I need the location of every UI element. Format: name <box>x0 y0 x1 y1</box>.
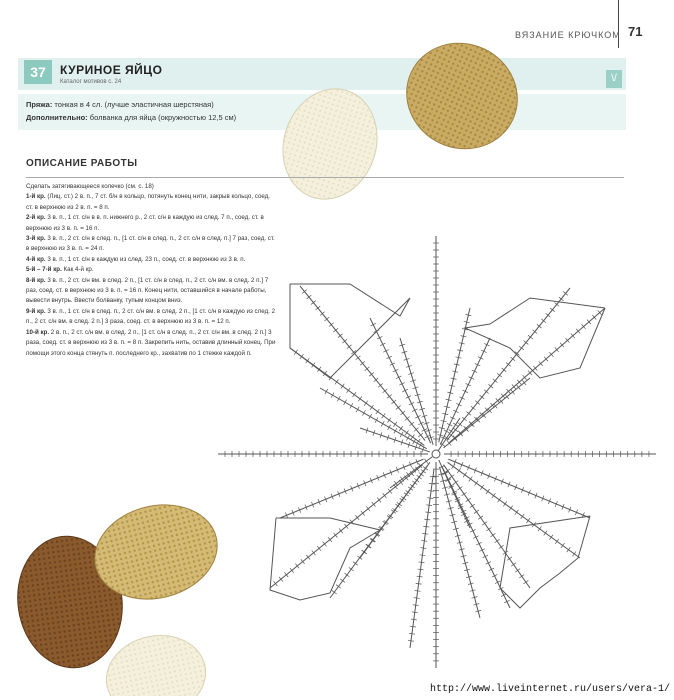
section-mark-icon: \/ <box>606 70 622 88</box>
diagram-stitch <box>426 505 432 506</box>
source-url: http://www.liveinternet.ru/users/vera-1/ <box>430 684 671 695</box>
crochet-diagram <box>210 228 665 678</box>
diagram-stitch <box>364 401 368 406</box>
diagram-stitch <box>352 392 356 397</box>
diagram-stitch <box>358 396 362 401</box>
petal-outline <box>270 518 380 600</box>
diagram-stitch <box>449 430 454 433</box>
diagram-stitch <box>503 501 507 506</box>
diagram-stitch <box>486 489 490 494</box>
diagram-stitch <box>413 605 419 606</box>
diagram-stitch <box>393 422 397 427</box>
diagram-stitch <box>340 579 345 583</box>
diagram-stitch <box>515 569 520 572</box>
diagram-stitch <box>526 518 530 523</box>
diagram-stitch <box>406 435 409 440</box>
diagram-stitch <box>411 435 415 440</box>
diagram-stitch <box>400 432 403 437</box>
diagram-stitch <box>521 514 525 519</box>
step-5: 5-й – 7-й кр. Как 4-й кр. <box>26 266 94 274</box>
diagram-stitch <box>482 522 487 525</box>
diagram-stitch <box>418 569 424 570</box>
section-heading: ОПИСАНИЕ РАБОТЫ <box>26 158 138 169</box>
diagram-stitch <box>462 492 467 495</box>
diagram-stitch <box>544 531 548 536</box>
diagram-stitch <box>350 403 353 408</box>
pattern-title: КУРИНОЕ ЯЙЦО <box>60 63 163 77</box>
diagram-stitch <box>422 533 428 534</box>
diagram-stitch <box>419 443 422 448</box>
diagram-stitch <box>498 497 502 502</box>
diagram-stitch <box>353 562 358 566</box>
diagram-stitch <box>349 567 354 571</box>
diagram-stitch <box>290 348 424 446</box>
diagram-stitch <box>399 426 403 431</box>
diagram-stitch <box>394 481 398 486</box>
diagram-stitch <box>411 619 417 620</box>
diagram-stitch <box>449 475 454 478</box>
diagram-stitch <box>567 547 571 552</box>
diagram-stitch <box>448 459 590 518</box>
diagram-stitch <box>412 612 418 613</box>
petal-outline <box>500 516 590 608</box>
section-title: ВЯЗАНИЕ КРЮЧКОМ <box>515 30 621 40</box>
header-divider <box>618 0 619 48</box>
diagram-stitch <box>341 384 345 389</box>
heading-rule <box>26 177 624 178</box>
diagram-stitch <box>417 576 423 577</box>
diagram-stitch <box>444 378 530 448</box>
diagram-stitch <box>419 562 425 563</box>
diagram-stitch <box>425 512 431 513</box>
step-0: Сделать затягивающееся колечко (см. с. 18) <box>26 183 154 190</box>
diagram-stitch <box>335 379 339 384</box>
extra-text: болванка для яйца (окружностью 12,5 см) <box>89 113 237 122</box>
diagram-stitch <box>369 414 372 419</box>
diagram-stitch <box>480 485 484 490</box>
diagram-stitch <box>463 472 467 477</box>
diagram-stitch <box>345 573 350 577</box>
yarn-line <box>26 100 214 109</box>
diagram-stitch <box>336 585 341 589</box>
diagram-stitch <box>390 457 432 488</box>
diagram-stitch <box>381 421 384 426</box>
diagram-stitch <box>475 481 479 486</box>
step-4: 4-й кр. 3 в. п., 1 ст. с/н в каждую из след. 23 п., соед. ст. в верхнюю из 3 в. п. <box>26 255 246 263</box>
diagram-stitch <box>413 439 416 444</box>
extra-label: Дополнительно: <box>26 113 88 122</box>
diagram-stitch <box>414 598 420 599</box>
diagram-stitch <box>370 405 374 410</box>
step-1: 1-й кр. (Лиц. ст.) 2 в. п., 7 ст. б/н в кольцо, потянуть конец нити, закрыв кольцо, соед. ст. в верхнюю из 2 в. п. = 8 п. <box>26 193 271 211</box>
diagram-stitch <box>408 640 414 641</box>
diagram-stitch <box>420 548 426 549</box>
diagram-stitch <box>416 583 422 584</box>
diagram-stitch <box>478 516 483 519</box>
diagram-stitch <box>382 413 386 418</box>
diagram-stitch <box>453 481 458 484</box>
diagram-stitch <box>439 308 470 442</box>
diagram-stitch <box>515 510 519 515</box>
diagram-stitch <box>509 506 513 511</box>
diagram-stitch <box>523 580 528 583</box>
center-ring <box>432 450 440 458</box>
diagram-stitch <box>423 467 428 471</box>
diagram-stitch <box>490 533 495 536</box>
diagram-stitch <box>499 545 504 548</box>
diagram-stitch <box>394 428 397 433</box>
diagram-stitch <box>415 590 421 591</box>
diagram-stitch <box>362 410 365 415</box>
diagram-stitch <box>438 418 460 451</box>
diagram-stitch <box>405 430 409 435</box>
diagram-stitch <box>337 396 340 401</box>
diagram-stitch <box>344 400 347 405</box>
diagram-stitch <box>444 465 530 588</box>
step-3: 3-й кр. 3 в. п., 2 ст. с/н в след. п., [1 ст. с/н в след. п., 2 ст. с/н в след. п.] 7 раз, соед. ст. в верхнюю из 3 в. п. = 24 п. <box>26 235 275 253</box>
diagram-stitch <box>376 409 380 414</box>
diagram-stitch <box>511 563 516 566</box>
diagram-stitch <box>325 389 328 394</box>
diagram-stitch <box>294 350 298 355</box>
eggs-photo-bottom <box>8 498 228 696</box>
diagram-stitch <box>427 498 433 499</box>
diagram-stitch <box>453 423 458 426</box>
diagram-stitch <box>424 459 428 464</box>
step-6: 8-й кр. 3 в. п., 2 ст. с/н вм. в след. 2 п., [1 ст. с/н в след. п., 2 ст. с/н вм. в след. 2 п.] 7 раз, соед. ст. в верхнюю из 3 в. п. = 16 п. Конец нити, оставшийся в начале работы, вывести внутрь. Ввести болванку, тупым концом вниз. <box>26 276 269 305</box>
diagram-stitch <box>419 555 425 556</box>
diagram-stitch <box>356 407 359 412</box>
diagram-stitch <box>519 575 524 578</box>
diagram-stitch <box>458 486 463 489</box>
yarn-label: Пряжа: <box>26 100 53 109</box>
pattern-subtitle: Каталог мотивов с. 24 <box>60 79 122 85</box>
diagram-stitch <box>469 477 473 482</box>
diagram-stitch <box>409 633 415 634</box>
diagram-stitch <box>370 318 431 443</box>
diagram-stitch <box>555 539 559 544</box>
diagram-stitch <box>466 498 471 501</box>
diagram-stitch <box>457 468 461 473</box>
diagram-stitch <box>388 418 392 423</box>
diagram-stitch <box>507 557 512 560</box>
diagram-stitch <box>561 543 565 548</box>
diagram-stitch <box>470 504 475 507</box>
diagram-stitch <box>388 425 391 430</box>
diagram-stitch <box>375 418 378 423</box>
diagram-stitch <box>495 539 500 542</box>
diagram-stitch <box>486 528 491 531</box>
step-7: 9-й кр. 3 в. п., 1 ст. с/н в след. п., 2 ст. с/н вм. в след. 2 п., [1 ст. с/н в каждую из след. 2 п., 2 ст. с/н вм. в след. 2 п.] 3 раза, соед. ст. в верхнюю из 3 в. п. = 12 п. <box>26 307 276 326</box>
yarn-text: тонкая в 4 сл. (лучше эластичная шерстяная) <box>54 100 214 109</box>
diagram-stitch <box>452 464 456 469</box>
eggs-photo-top <box>268 38 538 210</box>
diagram-stitch <box>423 526 429 527</box>
diagram-stitch <box>400 338 433 445</box>
diagram-stitch <box>320 388 427 449</box>
diagram-stitch <box>549 535 553 540</box>
diagram-stitch <box>332 590 337 594</box>
pattern-number-badge: 37 <box>24 60 52 84</box>
diagram-stitch <box>538 526 542 531</box>
petal-outline <box>465 298 605 378</box>
step-2: 2-й кр. 3 в. п., 1 ст. с/н в в. п. нижнего р., 2 ст. с/н в каждую из след. 7 п., соед. ст. в верхнюю из 3 в. п. = 16 п. <box>26 214 264 232</box>
diagram-stitch <box>419 473 424 477</box>
diagram-stitch <box>421 541 427 542</box>
extra-line <box>26 113 236 122</box>
diagram-stitch <box>572 551 576 556</box>
diagram-stitch <box>424 519 430 520</box>
diagram-stitch <box>448 462 580 558</box>
diagram-stitch <box>492 493 496 498</box>
diagram-stitch <box>331 393 334 398</box>
diagram-stitch <box>414 478 419 482</box>
diagram-stitch <box>410 470 434 648</box>
page-number: 71 <box>628 24 643 39</box>
diagram-stitch <box>410 626 416 627</box>
step-8: 10-й кр. 2 в. п., 2 ст. с/н вм. в след. 2 п., [1 ст. с/н в след. п., 2 ст. с/н вм. в след. 2 п.] 3 раза, соед. ст. в верхнюю из 3 в. п. = 8 п. Закрепить нить, оставив длинный конец. При помощи этого конца стянуть п. последнего кр., захватив по 1 стежке каждой п. <box>26 328 276 357</box>
diagram-stitch <box>474 510 479 513</box>
diagram-stitch <box>347 388 351 393</box>
